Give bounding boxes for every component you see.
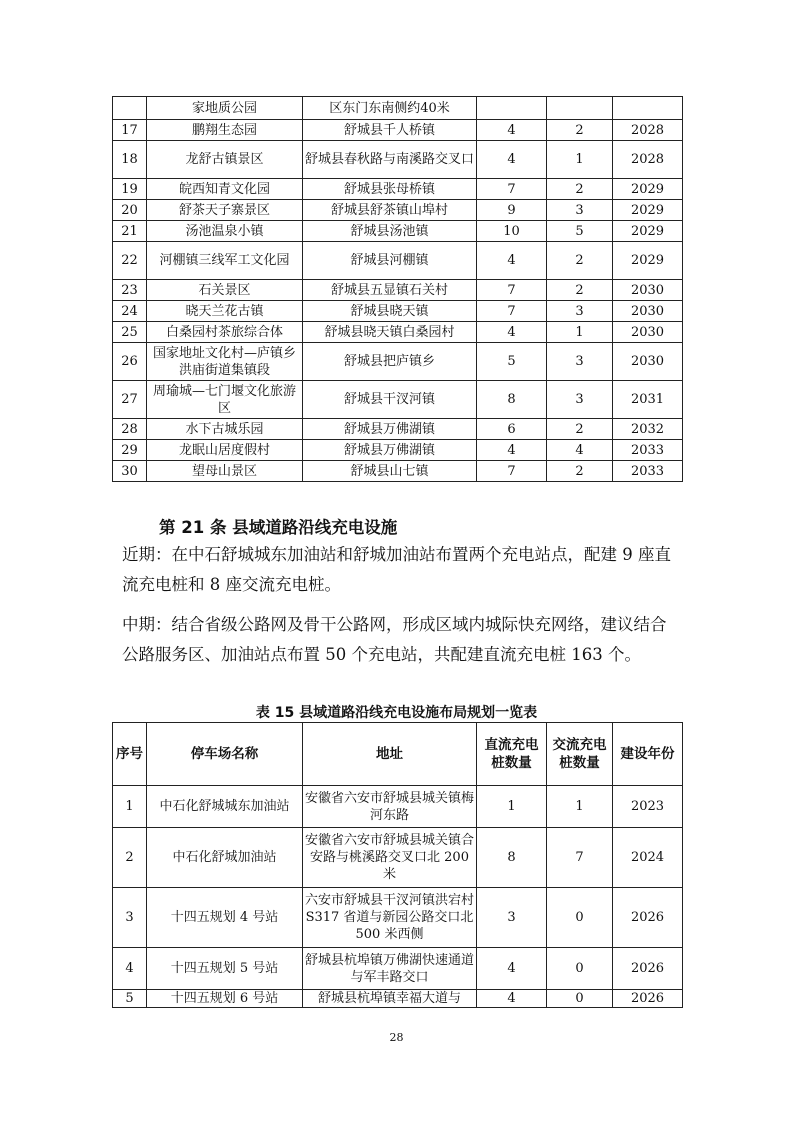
cell-dc: 4 xyxy=(477,141,547,179)
cell-address: 舒城县河棚镇 xyxy=(303,242,477,280)
cell-index: 23 xyxy=(113,280,147,301)
cell-year: 2029 xyxy=(613,200,683,221)
cell-ac: 2 xyxy=(547,280,613,301)
cell-year: 2026 xyxy=(613,990,683,1008)
cell-year: 2030 xyxy=(613,343,683,381)
cell-ac: 3 xyxy=(547,381,613,419)
cell-name: 河棚镇三线军工文化园 xyxy=(147,242,303,280)
cell-dc: 7 xyxy=(477,301,547,322)
cell-index: 20 xyxy=(113,200,147,221)
header-address: 地址 xyxy=(303,723,477,786)
cell-name: 中石化舒城加油站 xyxy=(147,828,303,888)
table-row xyxy=(113,120,683,141)
table-caption: 表 15 县域道路沿线充电设施布局规划一览表 xyxy=(255,705,538,721)
cell-year: 2029 xyxy=(613,242,683,280)
table-row xyxy=(113,343,683,381)
table-row xyxy=(113,461,683,482)
paragraph-near-term: 近期：在中石舒城城东加油站和舒城加油站布置两个充电站点，配建 9 座直流充电桩和 8 座交流充电桩。 xyxy=(122,545,671,594)
cell-ac: 7 xyxy=(547,828,613,888)
cell-ac: 1 xyxy=(547,141,613,179)
table-15 xyxy=(112,722,683,1008)
cell-dc: 4 xyxy=(477,322,547,343)
cell-name: 家地质公园 xyxy=(147,97,303,120)
table-row xyxy=(113,888,683,948)
header-index: 序号 xyxy=(113,723,147,786)
header-ac-count: 交流充电桩数量 xyxy=(547,723,613,786)
cell-name: 国家地址文化村—庐镇乡洪庙街道集镇段 xyxy=(147,343,303,381)
cell-year: 2030 xyxy=(613,301,683,322)
cell-year: 2029 xyxy=(613,221,683,242)
cell-index xyxy=(113,97,147,120)
table-row xyxy=(113,221,683,242)
cell-address: 舒城县晓天镇 xyxy=(303,301,477,322)
cell-name: 十四五规划 4 号站 xyxy=(147,888,303,948)
table-row xyxy=(113,322,683,343)
table-row xyxy=(113,828,683,888)
cell-dc: 5 xyxy=(477,343,547,381)
cell-year: 2026 xyxy=(613,888,683,948)
cell-year: 2033 xyxy=(613,461,683,482)
cell-name: 龙舒古镇景区 xyxy=(147,141,303,179)
cell-dc: 10 xyxy=(477,221,547,242)
cell-index: 29 xyxy=(113,440,147,461)
cell-year: 2026 xyxy=(613,948,683,990)
cell-dc: 3 xyxy=(477,888,547,948)
table-header-row xyxy=(113,723,683,786)
cell-dc: 6 xyxy=(477,419,547,440)
cell-address: 安徽省六安市舒城县城关镇合安路与桃溪路交叉口北 200 米 xyxy=(303,828,477,888)
cell-ac: 2 xyxy=(547,461,613,482)
cell-name: 水下古城乐园 xyxy=(147,419,303,440)
cell-index: 19 xyxy=(113,179,147,200)
cell-index: 28 xyxy=(113,419,147,440)
cell-year: 2030 xyxy=(613,280,683,301)
cell-index: 1 xyxy=(113,786,147,828)
cell-name: 望母山景区 xyxy=(147,461,303,482)
cell-index: 17 xyxy=(113,120,147,141)
cell-ac: 2 xyxy=(547,120,613,141)
cell-dc: 9 xyxy=(477,200,547,221)
cell-ac: 0 xyxy=(547,888,613,948)
cell-ac: 3 xyxy=(547,301,613,322)
cell-ac: 2 xyxy=(547,179,613,200)
cell-index: 25 xyxy=(113,322,147,343)
cell-ac: 5 xyxy=(547,221,613,242)
header-year: 建设年份 xyxy=(613,723,683,786)
cell-name: 十四五规划 5 号站 xyxy=(147,948,303,990)
cell-index: 5 xyxy=(113,990,147,1008)
cell-year: 2023 xyxy=(613,786,683,828)
table-row xyxy=(113,141,683,179)
cell-name: 皖西知青文化园 xyxy=(147,179,303,200)
table-row xyxy=(113,242,683,280)
cell-address: 舒城县杭埠镇幸福大道与 xyxy=(303,990,477,1008)
cell-dc: 4 xyxy=(477,440,547,461)
cell-dc: 4 xyxy=(477,990,547,1008)
cell-ac: 0 xyxy=(547,948,613,990)
cell-name: 白桑园村茶旅综合体 xyxy=(147,322,303,343)
cell-dc: 8 xyxy=(477,828,547,888)
cell-dc: 7 xyxy=(477,461,547,482)
cell-year: 2024 xyxy=(613,828,683,888)
cell-address: 舒城县万佛湖镇 xyxy=(303,419,477,440)
cell-index: 3 xyxy=(113,888,147,948)
cell-name: 鹏翔生态园 xyxy=(147,120,303,141)
cell-index: 22 xyxy=(113,242,147,280)
page-number: 28 xyxy=(389,1031,404,1044)
cell-year: 2028 xyxy=(613,141,683,179)
cell-index: 2 xyxy=(113,828,147,888)
table-row xyxy=(113,786,683,828)
cell-address: 舒城县干汊河镇 xyxy=(303,381,477,419)
header-name: 停车场名称 xyxy=(147,723,303,786)
cell-ac: 4 xyxy=(547,440,613,461)
table-row xyxy=(113,97,683,120)
cell-index: 27 xyxy=(113,381,147,419)
table-row xyxy=(113,301,683,322)
cell-year: 2031 xyxy=(613,381,683,419)
table-row xyxy=(113,440,683,461)
cell-address: 舒城县舒茶镇山埠村 xyxy=(303,200,477,221)
cell-address: 舒城县五显镇石关村 xyxy=(303,280,477,301)
cell-address: 区东门东南侧约40米 xyxy=(303,97,477,120)
cell-name: 石关景区 xyxy=(147,280,303,301)
cell-dc: 1 xyxy=(477,786,547,828)
cell-dc: 4 xyxy=(477,948,547,990)
cell-name: 晓天兰花古镇 xyxy=(147,301,303,322)
cell-dc: 7 xyxy=(477,179,547,200)
cell-ac: 1 xyxy=(547,786,613,828)
cell-address: 舒城县千人桥镇 xyxy=(303,120,477,141)
cell-dc: 4 xyxy=(477,120,547,141)
cell-ac: 0 xyxy=(547,990,613,1008)
cell-dc: 8 xyxy=(477,381,547,419)
cell-address: 舒城县把庐镇乡 xyxy=(303,343,477,381)
section-title: 第 21 条 县域道路沿线充电设施 xyxy=(159,518,398,537)
paragraph-mid-term: 中期：结合省级公路网及骨干公路网，形成区域内城际快充网络，建议结合公路服务区、加油站点布置 50 个充电站，共配建直流充电桩 163 个。 xyxy=(122,615,667,664)
cell-address: 舒城县汤池镇 xyxy=(303,221,477,242)
cell-name: 汤池温泉小镇 xyxy=(147,221,303,242)
cell-year: 2028 xyxy=(613,120,683,141)
cell-address: 安徽省六安市舒城县城关镇梅河东路 xyxy=(303,786,477,828)
table-row xyxy=(113,990,683,1008)
cell-ac: 2 xyxy=(547,242,613,280)
table-row xyxy=(113,948,683,990)
cell-index: 30 xyxy=(113,461,147,482)
cell-name: 十四五规划 6 号站 xyxy=(147,990,303,1008)
cell-name: 龙眠山居度假村 xyxy=(147,440,303,461)
table-row xyxy=(113,381,683,419)
cell-year: 2033 xyxy=(613,440,683,461)
cell-address: 六安市舒城县干汊河镇洪宕村 S317 省道与新园公路交口北 500 米西侧 xyxy=(303,888,477,948)
cell-name: 中石化舒城城东加油站 xyxy=(147,786,303,828)
cell-index: 24 xyxy=(113,301,147,322)
cell-ac: 1 xyxy=(547,322,613,343)
cell-index: 21 xyxy=(113,221,147,242)
table-continued xyxy=(112,96,683,482)
cell-address: 舒城县山七镇 xyxy=(303,461,477,482)
cell-address: 舒城县张母桥镇 xyxy=(303,179,477,200)
cell-address: 舒城县万佛湖镇 xyxy=(303,440,477,461)
table-row xyxy=(113,200,683,221)
cell-index: 18 xyxy=(113,141,147,179)
cell-year: 2032 xyxy=(613,419,683,440)
cell-dc xyxy=(477,97,547,120)
table-row xyxy=(113,280,683,301)
cell-year: 2030 xyxy=(613,322,683,343)
cell-name: 周瑜城—七门堰文化旅游区 xyxy=(147,381,303,419)
cell-year: 2029 xyxy=(613,179,683,200)
cell-name: 舒茶天子寨景区 xyxy=(147,200,303,221)
cell-ac: 2 xyxy=(547,419,613,440)
header-dc-count: 直流充电桩数量 xyxy=(477,723,547,786)
cell-index: 26 xyxy=(113,343,147,381)
cell-ac: 3 xyxy=(547,343,613,381)
cell-address: 舒城县杭埠镇万佛湖快速通道与军丰路交口 xyxy=(303,948,477,990)
cell-address: 舒城县春秋路与南溪路交叉口 xyxy=(303,141,477,179)
cell-address: 舒城县晓天镇白桑园村 xyxy=(303,322,477,343)
cell-ac: 3 xyxy=(547,200,613,221)
cell-index: 4 xyxy=(113,948,147,990)
cell-year xyxy=(613,97,683,120)
table-row xyxy=(113,179,683,200)
table-row xyxy=(113,419,683,440)
cell-ac xyxy=(547,97,613,120)
cell-dc: 4 xyxy=(477,242,547,280)
cell-dc: 7 xyxy=(477,280,547,301)
